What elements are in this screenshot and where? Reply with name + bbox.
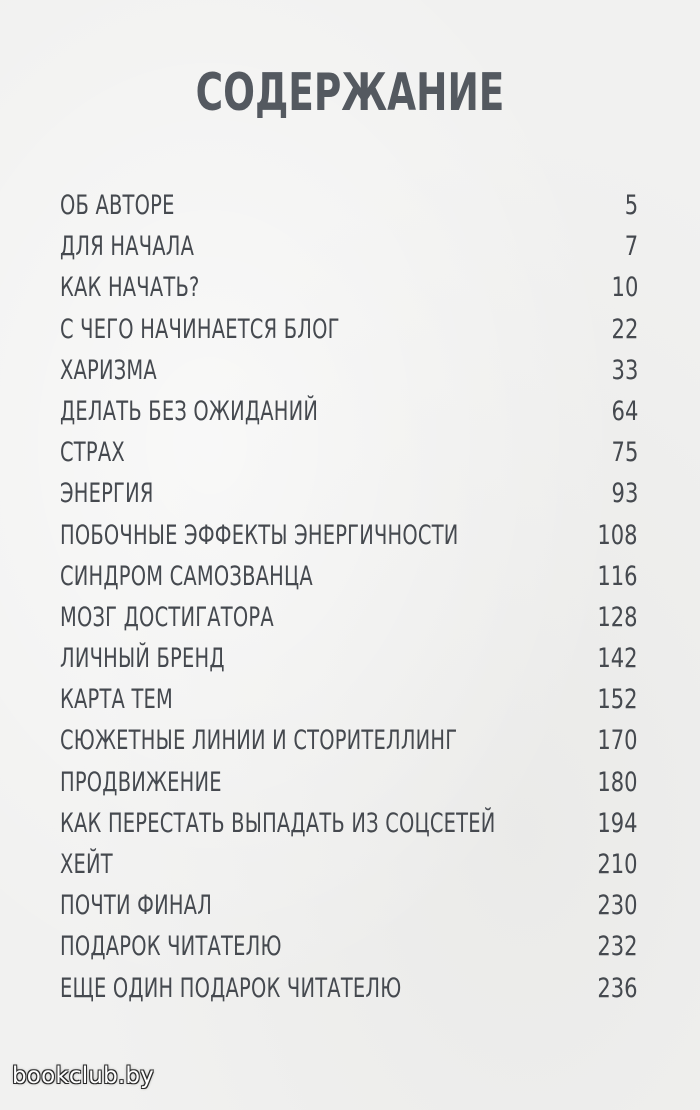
toc-entry-page-number: 128: [597, 601, 638, 633]
toc-entry: [60, 185, 638, 226]
toc-entry-page-number: 230: [597, 890, 638, 922]
toc-entry: [60, 762, 638, 803]
toc-entry: [60, 350, 638, 391]
toc-entry-title: СЮЖЕТНЫЕ ЛИНИИ И СТОРИТЕЛЛИНГ: [60, 725, 458, 757]
toc-entry-title: МОЗГ ДОСТИГАТОРА: [60, 601, 274, 633]
toc-entry: [60, 473, 638, 514]
toc-entry-title: ЛИЧНЫЙ БРЕНД: [60, 643, 225, 675]
toc-entry-page-number: 75: [611, 437, 638, 469]
toc-entry-page-number: 22: [611, 313, 638, 345]
toc-entry-page-number: 33: [611, 354, 638, 386]
toc-entry: [60, 926, 638, 967]
toc-entry-title: ДЕЛАТЬ БЕЗ ОЖИДАНИЙ: [60, 395, 319, 427]
toc-entry-page-number: 142: [597, 643, 638, 675]
toc-entry-title: ОБ АВТОРЕ: [60, 190, 175, 221]
toc-entry-title: ЭНЕРГИЯ: [60, 478, 154, 510]
toc-entry-page-number: 108: [597, 519, 638, 551]
toc-entry-page-number: 194: [597, 807, 638, 839]
toc-entry-page-number: 10: [611, 272, 638, 304]
toc-entry-page-number: 152: [597, 684, 638, 716]
toc-entry: [60, 226, 638, 267]
toc-entry-title: КАК ПЕРЕСТАТЬ ВЫПАДАТЬ ИЗ СОЦСЕТЕЙ: [60, 807, 496, 839]
toc-entry-page-number: 7: [624, 231, 638, 263]
toc-entry: [60, 267, 638, 308]
toc-entry-page-number: 236: [597, 972, 638, 1004]
toc-entry-title: ПОЧТИ ФИНАЛ: [60, 890, 213, 922]
toc-entry-title: ХЕЙТ: [60, 849, 113, 880]
toc-entry: [60, 597, 638, 638]
toc-entry: [60, 968, 638, 1009]
toc-entry: [60, 309, 638, 350]
toc-entry: [60, 885, 638, 926]
toc-entry-title: С ЧЕГО НАЧИНАЕТСЯ БЛОГ: [60, 313, 340, 345]
toc-entry-title: ПОДАРОК ЧИТАТЕЛЮ: [60, 931, 282, 963]
toc-entry-page-number: 210: [597, 849, 638, 880]
toc-entry: [60, 515, 638, 556]
toc-entry-title: СТРАХ: [60, 437, 125, 469]
toc-entry: [60, 679, 638, 720]
toc-entry-page-number: 116: [597, 560, 638, 592]
toc-entry-title: ДЛЯ НАЧАЛА: [60, 231, 195, 263]
toc-entry-page-number: 93: [611, 478, 638, 510]
toc-entry: [60, 720, 638, 761]
toc-entry: [60, 844, 638, 885]
toc-entry-title: ПОБОЧНЫЕ ЭФФЕКТЫ ЭНЕРГИЧНОСТИ: [60, 519, 459, 551]
toc-entry-title: ПРОДВИЖЕНИЕ: [60, 766, 222, 798]
watermark: bookclub.by: [12, 1063, 154, 1089]
toc-entry-title: СИНДРОМ САМОЗВАНЦА: [60, 560, 313, 592]
toc-entry-page-number: 180: [597, 766, 638, 798]
toc-entry-page-number: 170: [597, 725, 638, 757]
toc-entry-title: ЕЩЕ ОДИН ПОДАРОК ЧИТАТЕЛЮ: [60, 972, 402, 1004]
toc-entry: [60, 638, 638, 679]
toc-entry: [60, 556, 638, 597]
toc-entry-title: ХАРИЗМА: [60, 354, 157, 386]
toc-entry-page-number: 5: [624, 190, 638, 221]
toc-entry: [60, 391, 638, 432]
table-of-contents: [60, 185, 638, 1009]
toc-entry: [60, 803, 638, 844]
toc-entry: [60, 432, 638, 473]
toc-entry-title: КАК НАЧАТЬ?: [60, 272, 200, 304]
toc-entry-page-number: 64: [611, 395, 638, 427]
page-title: СОДЕРЖАНИЕ: [195, 63, 505, 123]
toc-entry-page-number: 232: [597, 931, 638, 963]
toc-entry-title: КАРТА ТЕМ: [60, 684, 174, 716]
